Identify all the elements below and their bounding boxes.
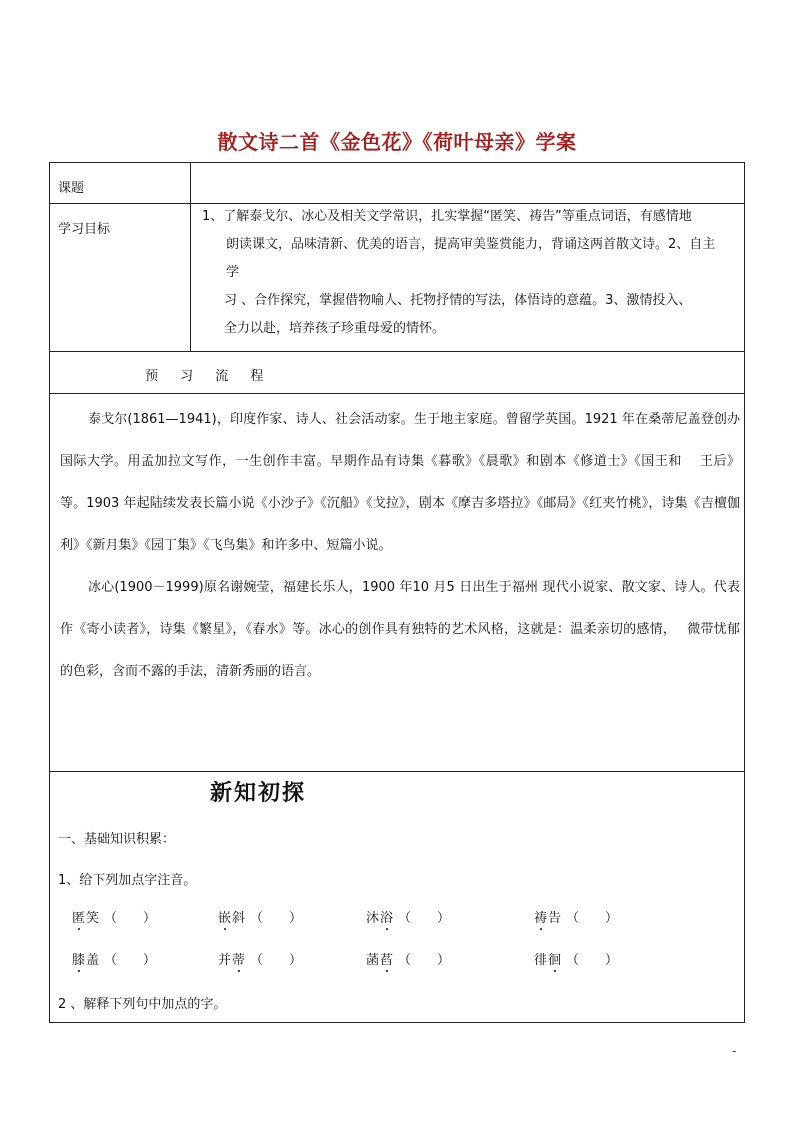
pinyin-item: 并蒂 （ ） [218,953,303,968]
objectives-line: 习 、合作探究，掌握借物喻人、托物抒情的写法，体悟诗的意蕴。3、激情投入、 [224,293,692,308]
new-knowledge-heading: 新知初探 [210,780,307,806]
answer-blank[interactable]: （ ） [398,953,451,968]
row-divider [50,393,744,394]
pinyin-item: 匿笑 （ ） [72,911,157,926]
page-mark: - [732,1044,737,1058]
preview-flow-heading: 预 习 流 程 [145,369,273,384]
author-bios [60,399,740,693]
objectives-line: 朗读课文，品味清新、优美的语言，提高审美鉴赏能力，背诵这两首散文诗。2、自主 学 [226,237,729,280]
basic-knowledge-heading: 一、基础知识积累： [58,832,176,847]
answer-blank[interactable]: （ ） [398,911,451,926]
pinyin-item: 嵌斜 （ ） [218,911,303,926]
study-plan-table [49,162,745,1023]
answer-blank[interactable]: （ ） [566,953,619,968]
answer-blank[interactable]: （ ） [250,953,303,968]
question-2: 2 、解释下列句中加点的字。 [58,997,227,1012]
answer-blank[interactable]: （ ） [250,911,303,926]
objectives-line: 1、了解泰戈尔、冰心及相关文学常识，扎实掌握“匿笑、祷告”等重点词语，有感情地 [202,209,692,224]
bingxin-bio: 冰心(1900－1999)原名谢婉莹，福建长乐人，1900 年10 月5 日出生于福州 现代小说家、散文家、诗人。代表作《寄小读者》，诗集《繁星》，《春水》等。冰心的创作具有独特的艺术风格，这就是：温柔亲切的感情， 微带忧郁的色彩，含而不露的手法，清新秀丽的语言。 [60,580,740,679]
row-divider [50,351,744,352]
answer-blank[interactable]: （ ） [566,911,619,926]
document-title: 散文诗二首《金色花》《荷叶母亲》学案 [217,130,577,154]
topic-label: 课题 [58,181,85,196]
pinyin-item: 徘徊 （ ） [534,953,619,968]
answer-blank[interactable]: （ ） [104,911,157,926]
pinyin-item: 膝盖 （ ） [72,953,157,968]
question-1: 1、给下列加点字注音。 [58,873,197,888]
objectives-line: 全力以赴，培养孩子珍重母爱的情怀。 [224,321,446,336]
objectives-label: 学习目标 [58,222,111,237]
row-divider [50,771,744,772]
pinyin-item: 祷告 （ ） [534,911,619,926]
answer-blank[interactable]: （ ） [104,953,157,968]
pinyin-item: 菡萏 （ ） [366,953,451,968]
objectives-text [196,203,741,343]
pinyin-item: 沐浴 （ ） [366,911,451,926]
tagore-bio: 泰戈尔(1861—1941)，印度作家、诗人、社会活动家。生于地主家庭。曾留学英国。1921 年在桑蒂尼盖登创办国际大学。用孟加拉文写作，一生创作丰富。早期作品有诗集《暮歌》《晨歌》和剧本《修道士》《国王和 王后》等。1903 年起陆续发表长篇小说《小沙子》《沉船》《戈拉》，剧本《摩吉多塔拉》《邮局》《红夹竹桃》，诗集《吉檀伽利》《新月集》《园丁集》《飞鸟集》和许多中、短篇小说。 [60,412,740,553]
column-divider [190,163,191,351]
